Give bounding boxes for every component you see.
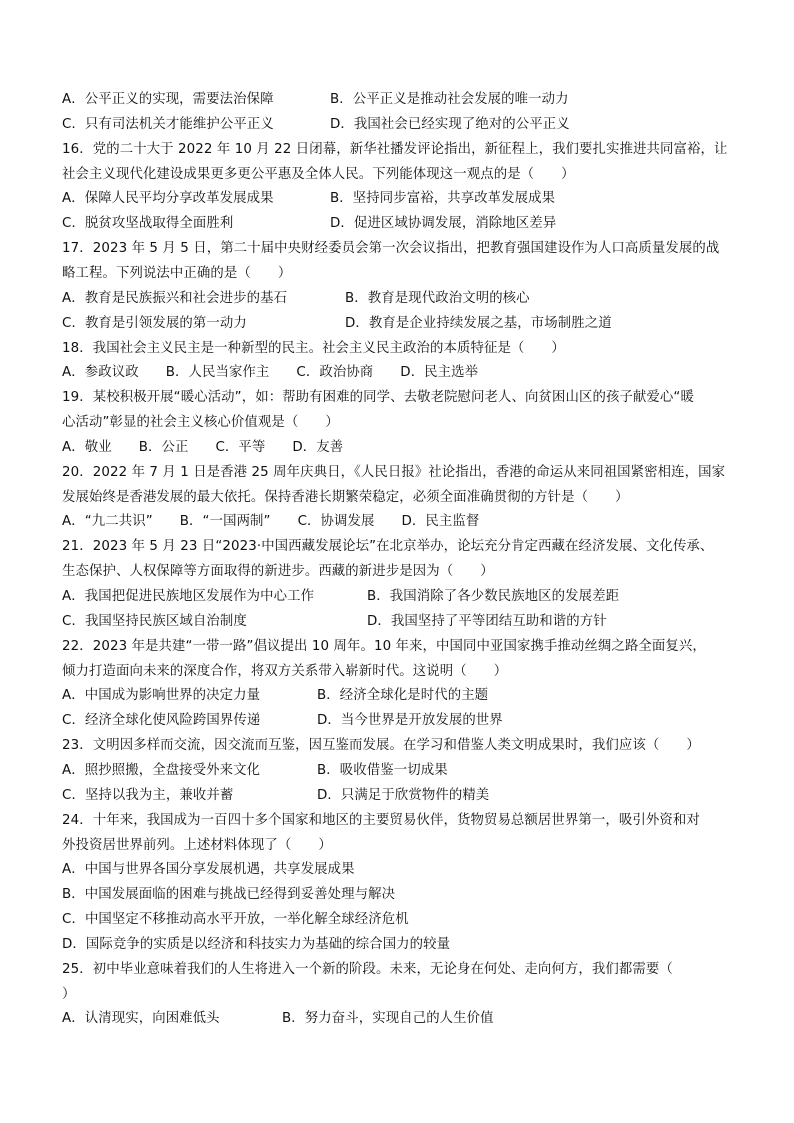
answer-option: A．“九二共识” B．“一国两制” C．协调发展 D．民主监督 — [62, 514, 480, 530]
question-text: 17．2023 年 5 月 5 日，第二十届中央财经委员会第一次会议指出，把教育强国建设作为人口高质量发展的战 — [62, 241, 720, 257]
answer-option: A．敬业 B．公正 C．平等 D．友善 — [62, 439, 344, 455]
answer-option: A．照抄照搬，全盘接受外来文化 — [62, 762, 261, 778]
question-text: 22．2023 年是共建“一带一路”倡议提出 10 周年。10 年来，中国同中亚国家携手推动丝绸之路全面复兴， — [62, 638, 706, 654]
answer-option: D．只满足于欣赏物件的精美 — [317, 787, 490, 803]
question-text: 16．党的二十大于 2022 年 10 月 22 日闭幕，新华社播发评论指出，新征程上，我们要扎实推进共同富裕，让 — [62, 141, 728, 157]
answer-option: B．努力奋斗，实现自己的人生价值 — [282, 1011, 494, 1027]
answer-option: C．坚持以我为主，兼收并蓄 — [62, 787, 234, 803]
question-text: 19．某校积极开展“暖心活动”，如：帮助有困难的同学、去敬老院慰问老人、向贫困山区的孩子献爱心“暖 — [62, 390, 694, 406]
answer-option: C．经济全球化使风险跨国界传递 — [62, 713, 261, 729]
answer-option: C．中国坚定不移推动高水平开放，一举化解全球经济危机 — [62, 912, 409, 928]
question-text: 18．我国社会主义民主是一种新型的民主。社会主义民主政治的本质特征是（ ） — [62, 340, 565, 356]
question-text: 心活动”彰显的社会主义核心价值观是（ ） — [62, 415, 339, 431]
answer-option: A．认清现实，向困难低头 — [62, 1011, 220, 1027]
answer-option: B．中国发展面临的困难与挑战已经得到妥善处理与解决 — [62, 887, 396, 903]
answer-option: A．教育是民族振兴和社会进步的基石 — [62, 290, 288, 306]
question-text: 倾力打造面向未来的深度合作，将双方关系带入崭新时代。这说明（ ） — [62, 663, 508, 679]
answer-option: A．我国把促进民族地区发展作为中心工作 — [62, 589, 315, 604]
question-text: ） — [62, 986, 76, 1002]
answer-option: C．只有司法机关才能维护公平正义 — [62, 116, 274, 132]
answer-option: D．国际竞争的实质是以经济和科技实力为基础的综合国力的较量 — [62, 936, 451, 952]
answer-option: C．教育是引领发展的第一动力 — [62, 315, 247, 331]
question-text: 20．2022 年 7 月 1 日是香港 25 周年庆典日，《人民日报》社论指出，香港的命运从来同祖国紧密相连，国家 — [62, 464, 726, 480]
answer-option: D．我国坚持了平等团结互助和谐的方针 — [367, 613, 607, 629]
answer-option: C．我国坚持民族区域自治制度 — [62, 613, 247, 629]
question-text: 生态保护、人权保障等方面取得的新进步。西藏的新进步是因为（ ） — [62, 564, 494, 580]
answer-option: B．我国消除了各少数民族地区的发展差距 — [367, 589, 620, 604]
question-text: 25．初中毕业意味着我们的人生将进入一个新的阶段。未来，无论身在何处、走向何方，我们都需要（ — [62, 961, 673, 977]
answer-option: D．促进区域协调发展，消除地区差异 — [330, 216, 557, 232]
answer-option: B．公平正义是推动社会发展的唯一动力 — [330, 92, 569, 107]
answer-option: C．脱贫攻坚战取得全面胜利 — [62, 216, 234, 232]
question-text: 23．文明因多样而交流，因交流而互鉴，因互鉴而发展。在学习和借鉴人类文明成果时，我们应该（ ） — [62, 738, 700, 754]
question-text: 21．2023 年 5 月 23 日“2023·中国西藏发展论坛”在北京举办，论坛充分肯定西藏在经济发展、文化传承、 — [62, 539, 714, 555]
answer-option: A．参政议政 B．人民当家作主 C．政治协商 D．民主选举 — [62, 365, 479, 381]
answer-option: A．中国与世界各国分享发展机遇，共享发展成果 — [62, 862, 355, 878]
answer-option: D．我国社会已经实现了绝对的公平正义 — [330, 116, 570, 132]
question-text: 24．十年来，我国成为一百四十多个国家和地区的主要贸易伙伴，货物贸易总额居世界第一，吸引外资和对 — [62, 812, 700, 828]
answer-option: B．教育是现代政治文明的核心 — [345, 290, 530, 306]
answer-option: B．经济全球化是时代的主题 — [317, 688, 489, 704]
answer-option: B．坚持同步富裕，共享改革发展成果 — [330, 191, 556, 207]
question-text: 外投资居世界前列。上述材料体现了（ ） — [62, 837, 332, 853]
question-text: 社会主义现代化建设成果更多更公平惠及全体人民。下列能体现这一观点的是（ ） — [62, 166, 575, 182]
answer-option: B．吸收借鉴一切成果 — [317, 762, 448, 778]
answer-option: A．公平正义的实现，需要法治保障 — [62, 92, 274, 107]
question-text: 发展始终是香港发展的最大依托。保持香港长期繁荣稳定，必须全面准确贯彻的方针是（ ） — [62, 489, 629, 505]
answer-option: D．当今世界是开放发展的世界 — [317, 713, 503, 729]
answer-option: A．保障人民平均分享改革发展成果 — [62, 191, 274, 207]
answer-option: D．教育是企业持续发展之基，市场制胜之道 — [345, 315, 612, 331]
question-text: 略工程。下列说法中正确的是（ ） — [62, 265, 292, 281]
answer-option: A．中国成为影响世界的决定力量 — [62, 688, 261, 704]
